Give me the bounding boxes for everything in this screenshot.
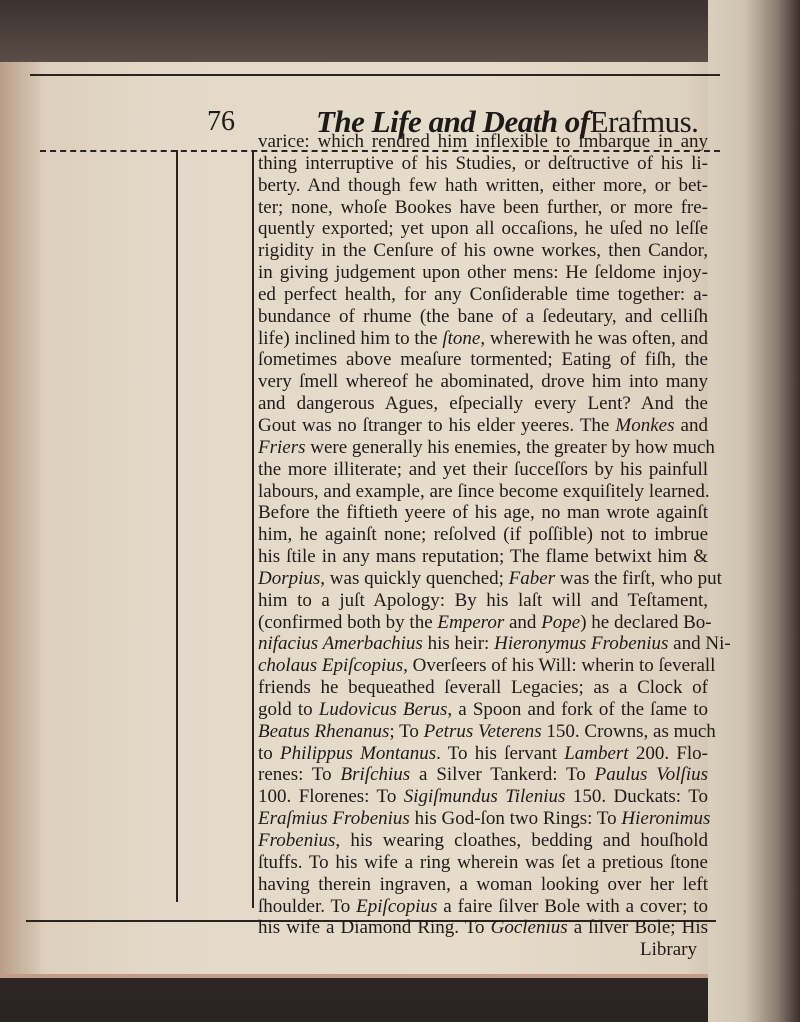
text-run: and [674, 414, 708, 436]
text-run: Gout was no ſtranger to his elder yeeres. The [258, 414, 616, 436]
margin-rule-inner [252, 150, 254, 908]
text-line [258, 808, 711, 830]
facing-page-edge [708, 0, 800, 1022]
text-line [258, 546, 708, 568]
running-title-italic: The Life and Death of [316, 104, 590, 139]
text-run: and Ni- [668, 633, 731, 655]
text-line [258, 567, 722, 590]
italic-text: Friers [258, 436, 306, 458]
text-line [258, 371, 708, 393]
text-run: the more illiterate; and yet their ſucceſſors by his painfull [258, 458, 708, 480]
text-run: 150. Duckats: To [565, 786, 708, 808]
italic-text: Beatus Rhenanus [258, 720, 390, 742]
text-run: and dangerous Agues, eſpecially every Lent? And the [258, 393, 708, 415]
italic-text: ſtone [442, 327, 481, 349]
text-run: very ſmell whereof he abominated, drove him into many [258, 371, 708, 393]
text-line [258, 415, 708, 437]
text-line [258, 699, 708, 721]
text-run: thing interruptive of his Studies, or deſtructive of his li- [258, 152, 708, 174]
text-line [258, 874, 708, 896]
text-run: ſtuffs. To his wife a ring wherein was ſet a pretious ſtone [258, 851, 708, 873]
text-run: 150. Crowns, as much [541, 720, 716, 742]
text-run: ter; none, whoſe Bookes have been further, or more fre- [258, 196, 708, 218]
text-run: to [258, 742, 281, 764]
text-run: in giving judgement upon other mens: He ſeldome injoy- [258, 262, 708, 284]
italic-text: Hieronymus Frobenius [494, 633, 669, 655]
text-line [258, 218, 708, 240]
text-run: ed perfect health, for any Conſiderable time together: a- [258, 283, 708, 305]
catchword: Library [640, 939, 697, 960]
text-run: him, he againſt none; reſolved (if poſſible) not to imbrue [258, 524, 708, 546]
text-line [258, 262, 708, 284]
italic-text: Briſchius [340, 764, 411, 786]
text-line [258, 720, 716, 743]
text-run: a Silver Tankerd: To [410, 764, 595, 786]
text-run: and [504, 611, 542, 633]
text-line [258, 284, 708, 306]
text-line [258, 502, 708, 524]
text-run: his God-ſon two Rings: To [409, 808, 622, 830]
italic-text: Sigiſmundus Tilenius [403, 786, 566, 808]
italic-text: nifacius Amerbachius [258, 633, 423, 655]
text-run: (confirmed both by the [258, 611, 438, 633]
text-line [258, 328, 708, 350]
text-line [258, 240, 708, 262]
text-line [258, 197, 708, 219]
text-run: him to a juſt Apology: By his laſt will and Teſtament, [258, 589, 708, 611]
italic-text: Philippus Montanus [280, 742, 437, 764]
text-run: , Overſeers of his Will: wherin to ſeverall [403, 655, 716, 677]
text-run: , was quickly quenched; [320, 567, 509, 589]
text-run: varice: which rendred him inflexible to imbarque in any [258, 131, 708, 152]
text-line [258, 306, 708, 328]
text-run: his heir: [422, 633, 495, 655]
text-line [258, 175, 708, 197]
text-line [258, 611, 712, 634]
text-line [258, 131, 708, 153]
top-rule [30, 74, 720, 76]
italic-text: Epiſcopius [356, 895, 438, 917]
running-title-name: Erafmus. [589, 104, 699, 139]
text-run: life) inclined him to the [258, 327, 443, 349]
text-line [258, 677, 708, 699]
text-line [258, 393, 708, 415]
text-run: , a Spoon and fork of the ſame to [447, 698, 708, 720]
text-run: gold to [258, 698, 319, 720]
text-run: , wherewith he was often, and [480, 327, 708, 349]
text-line [258, 917, 708, 939]
text-run: friends he bequeathed ſeverall Legacies; as a Clock of [258, 677, 708, 699]
text-run: labours, and example, are ſince become exquiſitely learned. [258, 480, 710, 502]
italic-text: Lambert [564, 742, 629, 764]
italic-text: Frobenius [258, 830, 336, 851]
text-run: his wife a Diamond Ring. To [258, 917, 491, 939]
text-run: ſhoulder. To [258, 895, 357, 917]
italic-text: Ludovicus Berus [318, 698, 448, 720]
text-run: having therein ingraven, a woman looking over her left [258, 873, 708, 895]
text-run: rigidity in the Cenſure of his owne workes, then Candor, [258, 240, 708, 262]
text-run: quently exported; yet upon all occaſions, he uſed no leſſe [258, 218, 708, 240]
text-run: 100. Florenes: To [258, 786, 404, 808]
text-line [258, 786, 708, 808]
page-number: 76 [207, 106, 235, 137]
italic-text: Emperor [437, 611, 505, 633]
italic-text: Hieronimus [621, 808, 711, 830]
page-edge-left [0, 62, 40, 974]
italic-text: Goclenius [490, 917, 568, 939]
text-line [258, 481, 708, 503]
italic-text: Pope [541, 611, 581, 633]
text-line [258, 743, 708, 765]
text-run: ſometimes above meaſure tormented; Eating of fiſh, the [258, 349, 708, 371]
text-line [258, 896, 708, 918]
margin-rule-outer [176, 150, 178, 902]
italic-text: Dorpius [258, 567, 321, 589]
text-run: renes: To [258, 764, 341, 786]
text-run: a ſilver Bole; His [567, 917, 708, 939]
text-line [258, 524, 708, 546]
text-run: berty. And though few hath written, either more, or bet- [258, 174, 708, 196]
italic-text: cholaus Epiſcopius [258, 655, 404, 677]
text-line [258, 590, 708, 612]
text-line [258, 633, 731, 655]
text-line [258, 436, 715, 459]
text-line [258, 459, 708, 481]
text-line [258, 764, 708, 786]
text-line [258, 655, 716, 677]
text-run: 200. Flo- [628, 742, 708, 764]
text-line [258, 830, 708, 852]
italic-text: Paulus Volſius [594, 764, 708, 786]
text-line [258, 349, 708, 371]
text-run: his ſtile in any mans reputation; The flame betwixt him & [258, 546, 708, 568]
text-run: was the firſt, who put [555, 567, 722, 589]
body-text [258, 131, 731, 939]
text-run: Before the fiftieth yeere of his age, no man wrote againſt [258, 502, 708, 524]
text-run: , his wearing cloathes, bedding and houſhold [335, 830, 708, 851]
text-run: bundance of rhume (the bane of a ſedeutary, and celliſh [258, 305, 708, 327]
text-run: . To his ſervant [436, 742, 565, 764]
text-line [258, 153, 708, 175]
text-run: ; To [389, 720, 424, 742]
italic-text: Monkes [615, 414, 675, 436]
italic-text: Petrus Veterens [423, 720, 542, 742]
italic-text: Faber [508, 567, 556, 589]
text-line [258, 852, 708, 874]
text-run: were generally his enemies, the greater by how much [305, 436, 715, 458]
italic-text: Eraſmius Frobenius [258, 808, 410, 830]
text-run: ) he declared Bo- [580, 611, 712, 633]
text-run: a faire ſilver Bole with a cover; to [437, 895, 708, 917]
